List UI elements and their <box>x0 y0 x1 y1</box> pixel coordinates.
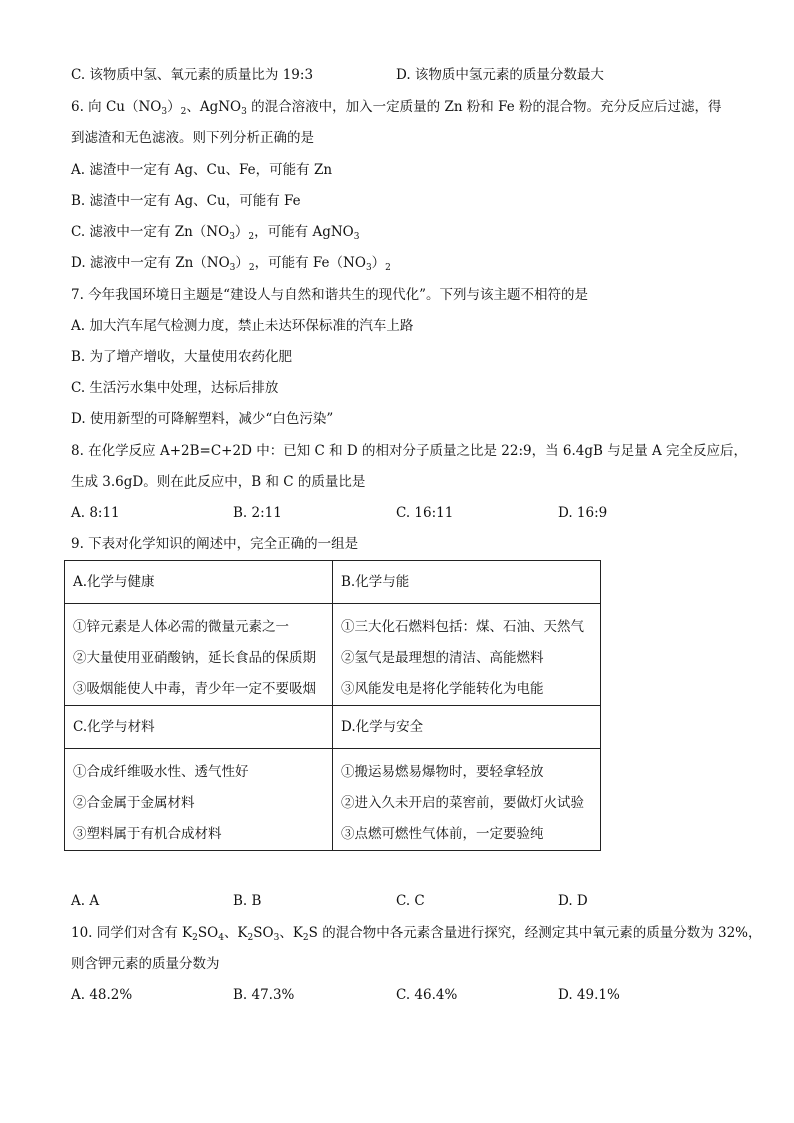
q9-table-b-body <box>333 604 601 706</box>
q9-table-c-item: ②合金属于金属材料 <box>73 795 195 811</box>
q9-table-d-body <box>333 749 601 851</box>
q6-stem-line-2: 到滤渣和无色滤液。则下列分析正确的是 <box>71 130 314 146</box>
q9-table-c-item: ①合成纤维吸水性、透气性好 <box>73 764 249 780</box>
q9-table-c-body <box>65 749 333 851</box>
q9-table-c-head: C.化学与材料 <box>65 706 333 749</box>
q9-option-c: C. C <box>396 893 425 909</box>
q6-option-c: C. 滤液中一定有 $Zn(NO_3)_2$，可能有 AgNO$_3$ <box>71 224 360 242</box>
q9-table-b-item: ③风能发电是将化学能转化为电能 <box>341 681 544 697</box>
q9-table-b-item: ②氢气是最理想的清洁、高能燃料 <box>341 650 544 666</box>
q8-option-a: A. 8:11 <box>71 505 120 521</box>
q8-option-d: D. 16:9 <box>558 505 608 521</box>
q8-option-b: B. 2:11 <box>233 505 282 521</box>
q9-table-b-item: ①三大化石燃料包括：煤、石油、天然气 <box>341 619 584 635</box>
q9-table-a-item: ②大量使用亚硝酸钠，延长食品的保质期 <box>73 650 316 666</box>
q6-option-a: A. 滤渣中一定有 Ag、Cu、Fe，可能有 Zn <box>71 162 333 178</box>
q9-table-d-item: ①搬运易燃易爆物时，要轻拿轻放 <box>341 764 544 780</box>
q5-option-c: C. 该物质中氢、氧元素的质量比为 19:3 <box>71 67 314 83</box>
q7-option-b: B. 为了增产增收，大量使用农药化肥 <box>71 349 293 365</box>
q7-stem: 7. 今年我国环境日主题是“建设人与自然和谐共生的现代化”。下列与该主题不相符的是 <box>71 287 588 303</box>
q6-option-d: D. 滤液中一定有 $Zn(NO_3)_2$，可能有 $Fe(NO_3)_2$ <box>71 255 391 273</box>
q9-stem: 9. 下表对化学知识的阐述中，完全正确的一组是 <box>71 536 359 552</box>
q10-option-b: B. 47.3% <box>233 987 295 1003</box>
q9-table <box>64 560 601 851</box>
q9-option-b: B. B <box>233 893 262 909</box>
q9-table-a-item: ①锌元素是人体必需的微量元素之一 <box>73 619 289 635</box>
q9-table-c-item: ③塑料属于有机合成材料 <box>73 826 222 842</box>
q5-option-d: D. 该物质中氢元素的质量分数最大 <box>396 67 604 83</box>
q9-option-a: A. A <box>71 893 100 909</box>
q9-option-d: D. D <box>558 893 588 909</box>
q9-table-d-item: ③点燃可燃性气体前，一定要验纯 <box>341 826 544 842</box>
q9-table-d-head: D.化学与安全 <box>333 706 601 749</box>
q9-table-b-head: B.化学与能 <box>333 561 601 604</box>
q9-table-a-item: ③吸烟能使人中毒，青少年一定不要吸烟 <box>73 681 316 697</box>
q10-stem-line-2: 则含钾元素的质量分数为 <box>71 956 220 972</box>
q7-option-d: D. 使用新型的可降解塑料，减少“白色污染” <box>71 411 334 427</box>
q8-stem-line-1: 8. 在化学反应 A+2B=C+2D 中：已知 C 和 D 的相对分子质量之比是 22:9，当 6.4gB 与足量 A 完全反应后， <box>71 443 748 459</box>
q10-option-a: A. 48.2% <box>71 987 133 1003</box>
q9-table-a-head: A.化学与健康 <box>65 561 333 604</box>
q8-option-c: C. 16:11 <box>396 505 454 521</box>
q9-table-a-body <box>65 604 333 706</box>
q10-option-c: C. 46.4% <box>396 987 458 1003</box>
q10-stem-line-1: 10. 同学们对含有 $K_2SO_4$、$K_2SO_3$、$K_2S$ 的混合物中各元素含量进行探究，经测定其中氧元素的质量分数为 32%， <box>71 925 762 943</box>
q10-option-d: D. 49.1% <box>558 987 620 1003</box>
q8-stem-line-2: 生成 3.6gD。则在此反应中，B 和 C 的质量比是 <box>71 474 366 490</box>
q7-option-c: C. 生活污水集中处理，达标后排放 <box>71 380 279 396</box>
q6-stem-line-1: 6. 向 $Cu(NO_3)_2$、AgNO$_3$ 的混合溶液中，加入一定质量的 Zn 粉和 Fe 粉的混合物。充分反应后过滤，得 <box>71 99 722 117</box>
q9-table-d-item: ②进入久未开启的菜窖前，要做灯火试验 <box>341 795 584 811</box>
q7-option-a: A. 加大汽车尾气检测力度，禁止未达环保标准的汽车上路 <box>71 318 414 334</box>
q6-option-b: B. 滤渣中一定有 Ag、Cu，可能有 Fe <box>71 193 301 209</box>
